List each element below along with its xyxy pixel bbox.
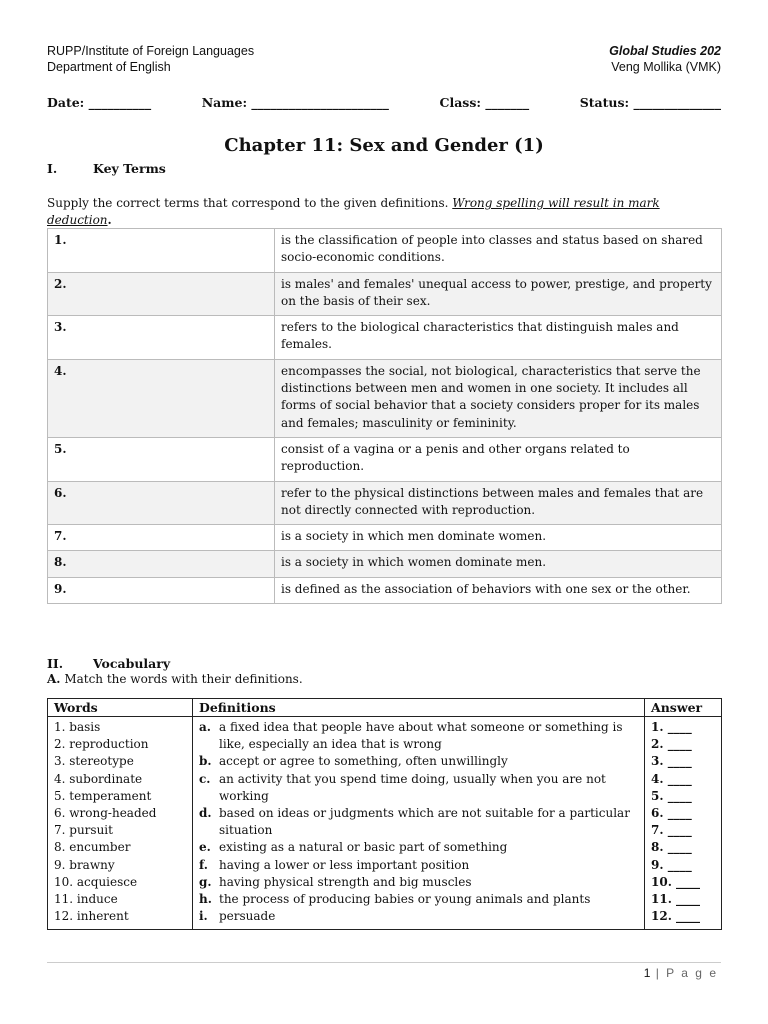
- definition-letter: g.: [199, 874, 212, 889]
- definition-text: an activity that you spend time doing, usually when you are not working: [219, 771, 606, 803]
- page-label: | P a g e: [650, 966, 718, 980]
- definitions-cell: [193, 717, 645, 930]
- key-term-row: [48, 272, 722, 316]
- key-term-definition: is a society in which women dominate men.: [275, 551, 722, 577]
- key-term-answer-cell[interactable]: 2.: [48, 272, 275, 316]
- section-number: II.: [47, 656, 64, 671]
- vocab-definition: [199, 908, 638, 925]
- answer-blank[interactable]: 10. ____: [651, 874, 701, 889]
- footer-divider: [47, 962, 721, 963]
- page-footer: [644, 966, 718, 980]
- vocab-word: 5. temperament: [54, 788, 152, 803]
- definition-letter: c.: [199, 771, 211, 786]
- vocab-word: 10. acquiesce: [54, 874, 138, 889]
- key-term-definition: consist of a vagina or a penis and other organs related to reproduction.: [275, 437, 722, 481]
- answer-blank[interactable]: 8. ____: [651, 840, 692, 855]
- date-field[interactable]: Date: __________: [47, 95, 152, 110]
- section-title: Key Terms: [93, 161, 166, 176]
- definition-letter: h.: [199, 892, 212, 907]
- section-vocabulary-heading: [47, 656, 170, 671]
- vocabulary-instruction: A. Match the words with their definitions.: [47, 672, 303, 686]
- vocab-word: 2. reproduction: [54, 737, 149, 752]
- key-term-row: [48, 229, 722, 273]
- class-field[interactable]: Class: _______: [439, 95, 530, 110]
- answer-blank[interactable]: 2. ____: [651, 737, 692, 752]
- definition-text: based on ideas or judgments which are not suitable for a particular situation: [219, 806, 630, 838]
- key-term-definition: encompasses the social, not biological, characteristics that serve the distinctions between men and women in one society. It includes all forms of social behavior that a society considers proper for its males and females; masculinity or femininity.: [275, 359, 722, 437]
- page-number: 1: [643, 966, 651, 980]
- definition-text: existing as a natural or basic part of something: [219, 840, 508, 855]
- key-term-definition: is the classification of people into classes and status based on shared socio-economic conditions.: [275, 229, 722, 273]
- section-number: I.: [47, 161, 58, 176]
- vocabulary-match-table: [47, 698, 722, 930]
- key-term-answer-cell[interactable]: 8.: [48, 551, 275, 577]
- key-term-row: [48, 437, 722, 481]
- words-cell: [48, 717, 193, 930]
- vocab-word: 12. inherent: [54, 909, 129, 924]
- vocab-definition: [199, 771, 638, 805]
- words-header: Words: [48, 699, 193, 717]
- definition-text: a fixed idea that people have about what someone or something is like, especially an idea that is wrong: [219, 720, 623, 752]
- vocab-word: 1. basis: [54, 720, 101, 734]
- answer-blank[interactable]: 11. ____: [651, 891, 701, 906]
- definition-letter: d.: [199, 806, 212, 821]
- section-title: Vocabulary: [93, 656, 171, 671]
- vocab-word: 6. wrong-headed: [54, 805, 157, 820]
- answer-blank[interactable]: 5. ____: [651, 788, 692, 803]
- vocab-word: 3. stereotype: [54, 754, 134, 769]
- definition-letter: f.: [199, 857, 208, 872]
- key-term-definition: refers to the biological characteristics that distinguish males and females.: [275, 316, 722, 360]
- vocab-definition: [199, 805, 638, 839]
- definition-text: persuade: [219, 909, 276, 924]
- definition-letter: e.: [199, 840, 211, 855]
- definitions-header: Definitions: [193, 699, 645, 717]
- vocab-definition: [199, 874, 638, 891]
- key-terms-table: [47, 228, 722, 604]
- key-term-answer-cell[interactable]: 5.: [48, 437, 275, 481]
- key-terms-instruction: Supply the correct terms that correspond to the given definitions. Wrong spelling will result in mark deduction.: [47, 196, 660, 227]
- student-info-line: [47, 95, 721, 110]
- status-field[interactable]: Status: ______________: [579, 95, 721, 110]
- vocab-word: 8. encumber: [54, 840, 131, 855]
- answer-blank[interactable]: 6. ____: [651, 805, 692, 820]
- answer-blank[interactable]: 9. ____: [651, 857, 692, 872]
- answer-blank[interactable]: 4. ____: [651, 771, 692, 786]
- answer-header: Answer: [645, 699, 722, 717]
- key-term-definition: refer to the physical distinctions between males and females that are not directly connected with reproduction.: [275, 481, 722, 525]
- vocab-word: 9. brawny: [54, 857, 115, 872]
- key-term-answer-cell[interactable]: 6.: [48, 481, 275, 525]
- key-term-definition: is defined as the association of behaviors with one sex or the other.: [275, 577, 722, 603]
- answer-blank[interactable]: 3. ____: [651, 754, 692, 769]
- answers-cell: [645, 717, 722, 930]
- page-title: Chapter 11: Sex and Gender (1): [224, 135, 544, 156]
- spelling-note: Wrong spelling will result in mark deduction: [47, 196, 660, 227]
- vocab-definition: [199, 891, 638, 908]
- key-term-definition: is a society in which men dominate women.: [275, 525, 722, 551]
- definition-text: having a lower or less important position: [219, 857, 470, 872]
- definition-letter: b.: [199, 754, 212, 769]
- course-name: Global Studies 202: [609, 44, 721, 58]
- institute-name: RUPP/Institute of Foreign Languages: [47, 44, 255, 58]
- vocab-word: 11. induce: [54, 891, 118, 906]
- vocab-word: 4. subordinate: [54, 771, 143, 786]
- definition-letter: i.: [199, 909, 208, 924]
- key-term-answer-cell[interactable]: 9.: [48, 577, 275, 603]
- key-term-answer-cell[interactable]: 3.: [48, 316, 275, 360]
- key-term-answer-cell[interactable]: 1.: [48, 229, 275, 273]
- definition-text: having physical strength and big muscles: [219, 874, 472, 889]
- key-term-definition: is males' and females' unequal access to power, prestige, and property on the basis of their sex.: [275, 272, 722, 316]
- page-header: [47, 43, 721, 75]
- key-term-answer-cell[interactable]: 7.: [48, 525, 275, 551]
- department-name: Department of English: [47, 60, 171, 74]
- teacher-name: Veng Mollika (VMK): [611, 60, 721, 74]
- answer-blank[interactable]: 12. ____: [651, 909, 701, 924]
- answer-blank[interactable]: 1. ____: [651, 720, 692, 734]
- definition-text: accept or agree to something, often unwillingly: [219, 754, 508, 769]
- key-term-answer-cell[interactable]: 4.: [48, 359, 275, 437]
- answer-blank[interactable]: 7. ____: [651, 823, 692, 838]
- key-term-row: [48, 481, 722, 525]
- vocab-definition: [199, 719, 638, 753]
- key-term-row: [48, 551, 722, 577]
- key-term-row: [48, 577, 722, 603]
- definition-letter: a.: [199, 720, 211, 734]
- definition-text: the process of producing babies or young animals and plants: [219, 892, 591, 907]
- key-term-row: [48, 316, 722, 360]
- section-key-terms-heading: [47, 161, 166, 176]
- key-term-row: [48, 525, 722, 551]
- vocab-word: 7. pursuit: [54, 823, 113, 838]
- vocab-definition: [199, 857, 638, 874]
- name-field[interactable]: Name: ______________________: [201, 95, 389, 110]
- vocab-definition: [199, 753, 638, 770]
- vocab-definition: [199, 839, 638, 856]
- key-term-row: [48, 359, 722, 437]
